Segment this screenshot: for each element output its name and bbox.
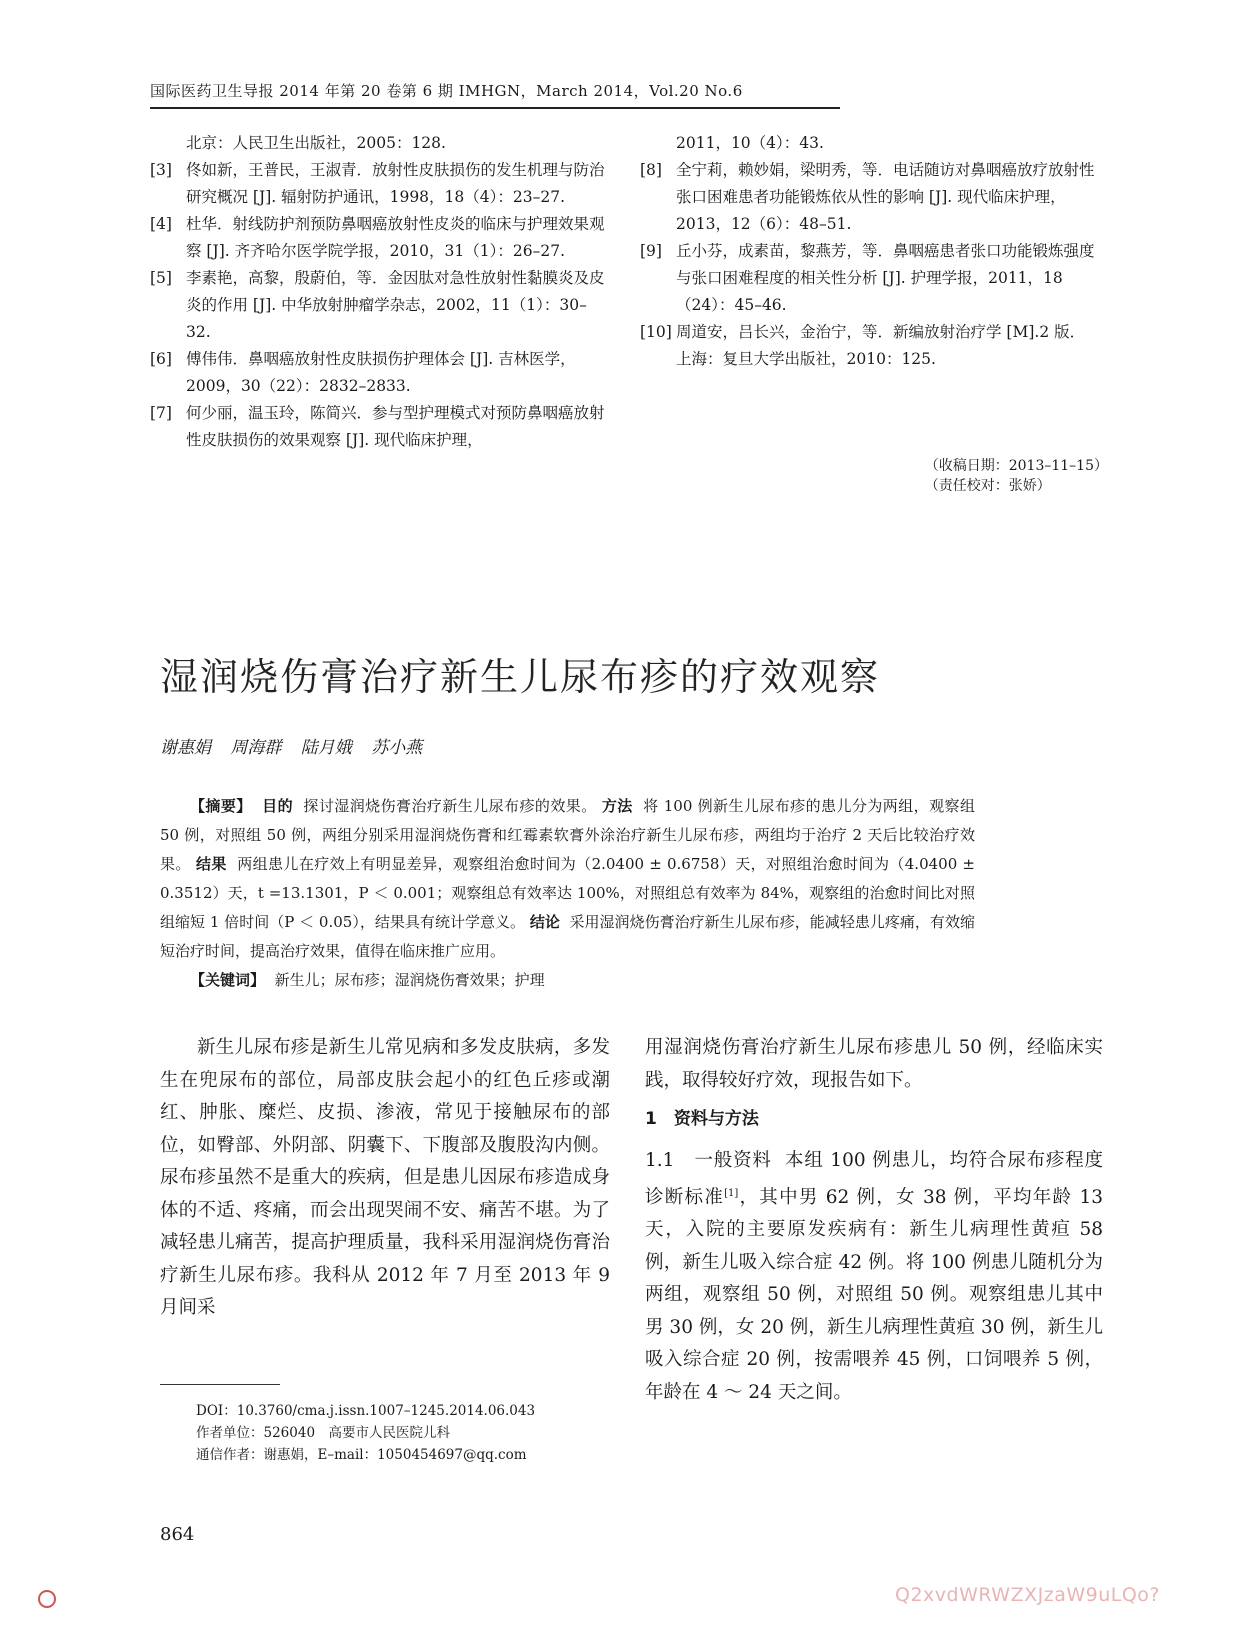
- reference-item: [150, 265, 605, 346]
- reference-text: 全宁莉，赖妙娟，梁明秀，等．电话随访对鼻咽癌放疗放射性张口困难患者功能锻炼依从性的影响 [J]. 现代临床护理，2013，12（6）：48–51.: [676, 161, 1095, 233]
- general-data-paragraph: [645, 1145, 1103, 1409]
- references-left-column: [150, 130, 605, 454]
- watermark: Q2xvdWRWZXJzaW9uLQo?: [894, 1584, 1160, 1606]
- subsection-label: 1.1 一般资料: [645, 1150, 772, 1171]
- proofreader: （责任校对：张娇）: [924, 478, 1051, 494]
- seal-icon: [38, 1590, 56, 1608]
- footnotes: [196, 1400, 535, 1466]
- reference-number: [4]: [150, 215, 172, 233]
- reference-item: [150, 400, 605, 454]
- footnote-divider: [160, 1384, 280, 1385]
- reference-number: [8]: [640, 161, 662, 179]
- article-title: 湿润烧伤膏治疗新生儿尿布疹的疗效观察: [160, 655, 881, 699]
- reference-text: 周道安，吕长兴，金治宁，等．新编放射治疗学 [M].2 版．上海：复旦大学出版社，2010：125.: [676, 323, 1086, 368]
- reference-number: [5]: [150, 269, 172, 287]
- reference-text: 丘小芬，成素苗，黎燕芳，等．鼻咽癌患者张口功能锻炼强度与张口困难程度的相关性分析 [J]. 护理学报，2011，18（24）：45–46.: [676, 242, 1095, 314]
- receipt-info: [925, 456, 1108, 496]
- reference-item: [150, 157, 605, 211]
- references-right-column: [640, 130, 1100, 373]
- conclusion-text: 采用湿润烧伤膏治疗新生儿尿布疹，能减轻患儿疼痛，有效缩短治疗时间，提高治疗效果，值得在临床推广应用。: [160, 913, 975, 960]
- publisher-logo: [38, 1590, 56, 1608]
- author-list: 谢惠娟 周海群 陆月娥 苏小燕: [160, 738, 423, 758]
- reference-item: [640, 157, 1100, 238]
- reference-number: [10]: [640, 323, 672, 341]
- page-number: 864: [160, 1524, 195, 1545]
- reference-text: 何少丽，温玉玲，陈简兴．参与型护理模式对预防鼻咽癌放射性皮肤损伤的效果观察 [J]. 现代临床护理，: [186, 404, 605, 449]
- reference-continuation: 北京：人民卫生出版社，2005：128.: [186, 134, 446, 152]
- reference-text: 李素艳，高黎，殷蔚伯，等．金因肽对急性放射性黏膜炎及皮炎的作用 [J]. 中华放射肿瘤学杂志，2002，11（1）：30–32.: [186, 269, 605, 341]
- intro-continuation: 用湿润烧伤膏治疗新生儿尿布疹患儿 50 例，经临床实践，取得较好疗效，现报告如下。: [645, 1037, 1103, 1091]
- citation-marker: [1]: [724, 1187, 739, 1199]
- reference-item: [640, 319, 1100, 373]
- abstract: [160, 792, 975, 995]
- reference-number: [6]: [150, 350, 172, 368]
- abstract-body: [160, 792, 975, 966]
- abstract-label: 【摘要】: [190, 797, 252, 815]
- reference-number: [3]: [150, 161, 172, 179]
- reference-item: [150, 346, 605, 400]
- results-text: 两组患儿在疗效上有明显差异，观察组治愈时间为（2.0400 ± 0.6758）天，对照组治愈时间为（4.0400 ± 0.3512）天，t =13.1301，P ＜ 0.001；观察组总有效率达 100%，对照组总有效率为 84%，观察组的治愈时间比对照组缩短 1 倍时间（P ＜ 0.05），结果具有统计学意义。: [160, 855, 975, 931]
- reference-item: [640, 238, 1100, 319]
- correspondence: 通信作者：谢惠娟，E–mail：1050454697@qq.com: [196, 1447, 527, 1463]
- reference-text: 杜华．射线防护剂预防鼻咽癌放射性皮炎的临床与护理效果观察 [J]. 齐齐哈尔医学院学报，2010，31（1）：26–27.: [186, 215, 605, 260]
- body-left-column: [160, 1032, 610, 1325]
- received-date: （收稿日期：2013–11–15）: [924, 458, 1108, 474]
- reference-text: 傅伟伟．鼻咽癌放射性皮肤损伤护理体会 [J]. 吉林医学，2009，30（22）：2832–2833.: [186, 350, 576, 395]
- methods-label: 方法: [601, 797, 633, 815]
- methods-text: 将 100 例新生儿尿布疹的患儿分为两组，观察组 50 例，对照组 50 例，两组分别采用湿润烧伤膏和红霉素软膏外涂治疗新生儿尿布疹，两组均于治疗 2 天后比较治疗效果。: [160, 797, 975, 873]
- reference-number: [7]: [150, 404, 172, 422]
- section-heading: 1 资料与方法: [645, 1109, 759, 1129]
- results-label: 结果: [196, 855, 227, 873]
- reference-number: [9]: [640, 242, 662, 260]
- subsection-text-b: ，其中男 62 例，女 38 例，平均年龄 13 天，入院的主要原发疾病有：新生儿病理性黄疸 58 例，新生儿吸入综合症 42 例。将 100 例患儿随机分为两组，观察组 50 例，对照组 50 例。观察组患儿其中男 30 例，女 20 例，新生儿病理性黄疸 30 例，新生儿吸入综合症 20 例，按需喂养 45 例，口饲喂养 5 例，年龄在 4 ～ 24 天之间。: [645, 1186, 1103, 1403]
- keywords: [160, 966, 975, 995]
- conclusion-label: 结论: [529, 913, 560, 931]
- running-head: 国际医药卫生导报 2014 年第 20 卷第 6 期 IMHGN，March 2014，Vol.20 No.6: [150, 80, 840, 109]
- affiliation: 作者单位：526040 高要市人民医院儿科: [196, 1425, 451, 1441]
- reference-item: [150, 211, 605, 265]
- keywords-text: 新生儿；尿布疹；湿润烧伤膏效果；护理: [274, 971, 545, 989]
- reference-continuation: 2011，10（4）：43.: [676, 134, 824, 152]
- doi: DOI：10.3760/cma.j.issn.1007–1245.2014.06.043: [196, 1403, 536, 1419]
- objective-text: 探讨湿润烧伤膏治疗新生儿尿布疹的效果。: [303, 797, 597, 815]
- subsection-text-a: 本组 100 例患儿，均符合尿布疹程度诊断标准: [645, 1150, 1104, 1208]
- keywords-label: 【关键词】: [190, 971, 266, 989]
- objective-label: 目的: [262, 797, 294, 815]
- body-right-column: [645, 1032, 1103, 1409]
- intro-paragraph: 新生儿尿布疹是新生儿常见病和多发皮肤病，多发生在兜尿布的部位，局部皮肤会起小的红色丘疹或潮红、肿胀、糜烂、皮损、渗液，常见于接触尿布的部位，如臀部、外阴部、阴囊下、下腹部及腹股沟内侧。尿布疹虽然不是重大的疾病，但是患儿因尿布疹造成身体的不适、疼痛，而会出现哭闹不安、痛苦不堪。为了减轻患儿痛苦，提高护理质量，我科采用湿润烧伤膏治疗新生儿尿布疹。我科从 2012 年 7 月至 2013 年 9 月间采: [160, 1037, 610, 1318]
- reference-text: 佟如新，王普民，王淑青．放射性皮肤损伤的发生机理与防治研究概况 [J]. 辐射防护通讯，1998，18（4）：23–27.: [186, 161, 605, 206]
